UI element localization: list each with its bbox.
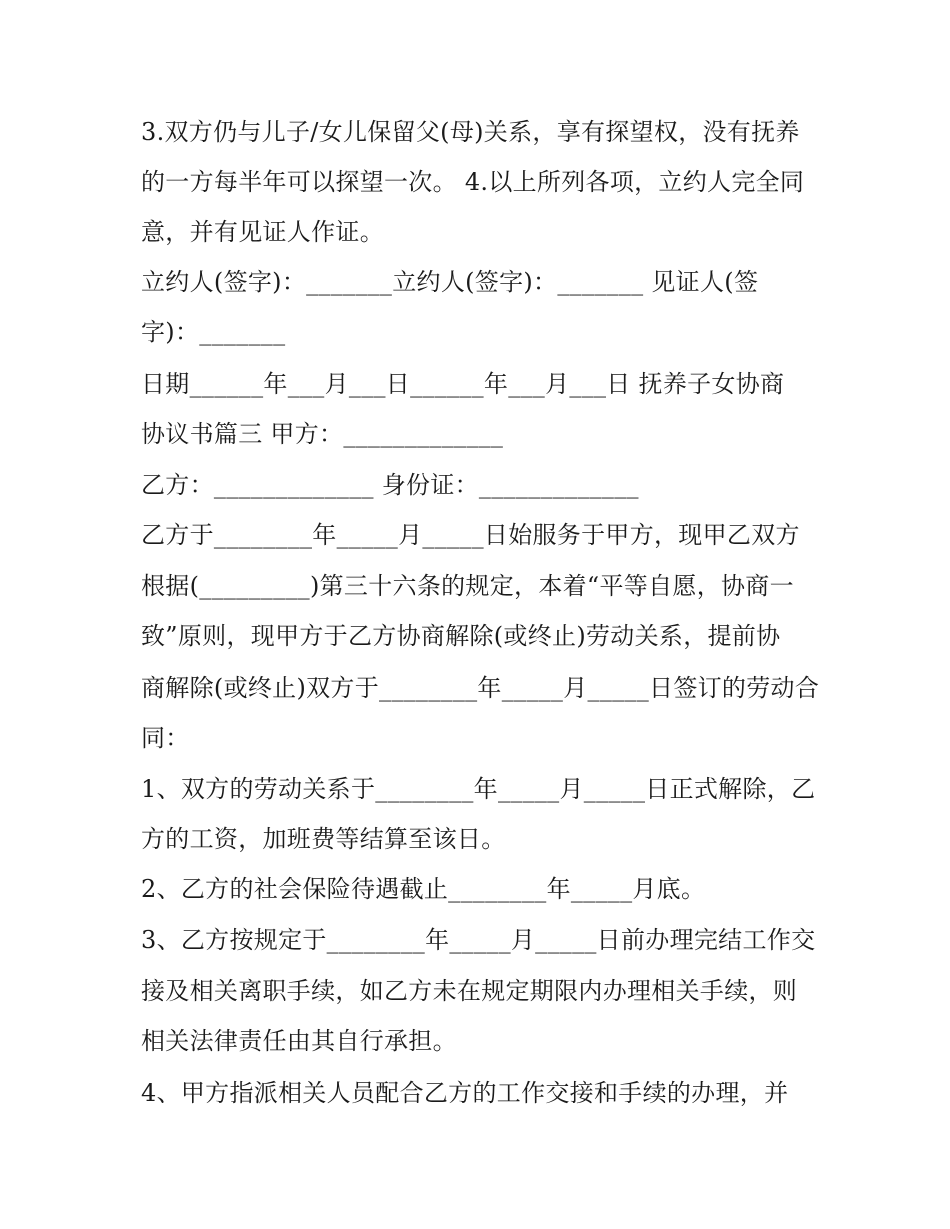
text-line: 同：: [141, 724, 190, 752]
text-line: 相关法律责任由其自行承担。: [141, 1027, 457, 1055]
text-line: 致”原则，现甲方于乙方协商解除(或终止)劳动关系，提前协: [141, 622, 781, 650]
text-line: 乙方：_____________ 身份证：_____________: [141, 471, 639, 499]
text-line: 字)：_______: [141, 318, 286, 346]
text-line: 根据(_________)第三十六条的规定，本着“平等自愿，协商一: [141, 572, 794, 600]
text-line: 商解除(或终止)双方于________年_____月_____日签订的劳动合: [141, 674, 820, 702]
text-line: 4、甲方指派相关人员配合乙方的工作交接和手续的办理，并: [141, 1079, 789, 1107]
text-line: 协议书篇三 甲方：_____________: [141, 420, 504, 448]
text-line: 接及相关离职手续，如乙方未在规定期限内办理相关手续，则: [141, 977, 798, 1005]
text-line: 3.双方仍与儿子/女儿保留父(母)关系，享有探望权，没有抚养: [141, 118, 800, 146]
text-line: 日期______年___月___日______年___月___日 抚养子女协商: [141, 370, 785, 398]
text-line: 方的工资，加班费等结算至该日。: [141, 825, 506, 853]
text-line: 的一方每半年可以探望一次。 4.以上所列各项，立约人完全同: [141, 168, 805, 196]
text-line: 意，并有见证人作证。: [141, 218, 384, 246]
text-line: 1、双方的劳动关系于________年_____月_____日正式解除，乙: [141, 775, 816, 803]
text-line: 乙方于________年_____月_____日始服务于甲方，现甲乙双方: [141, 521, 800, 549]
text-line: 立约人(签字)：_______立约人(签字)：_______ 见证人(签: [141, 268, 759, 296]
text-line: 3、乙方按规定于________年_____月_____日前办理完结工作交: [141, 926, 816, 954]
text-line: 2、乙方的社会保险待遇截止________年_____月底。: [141, 875, 706, 903]
